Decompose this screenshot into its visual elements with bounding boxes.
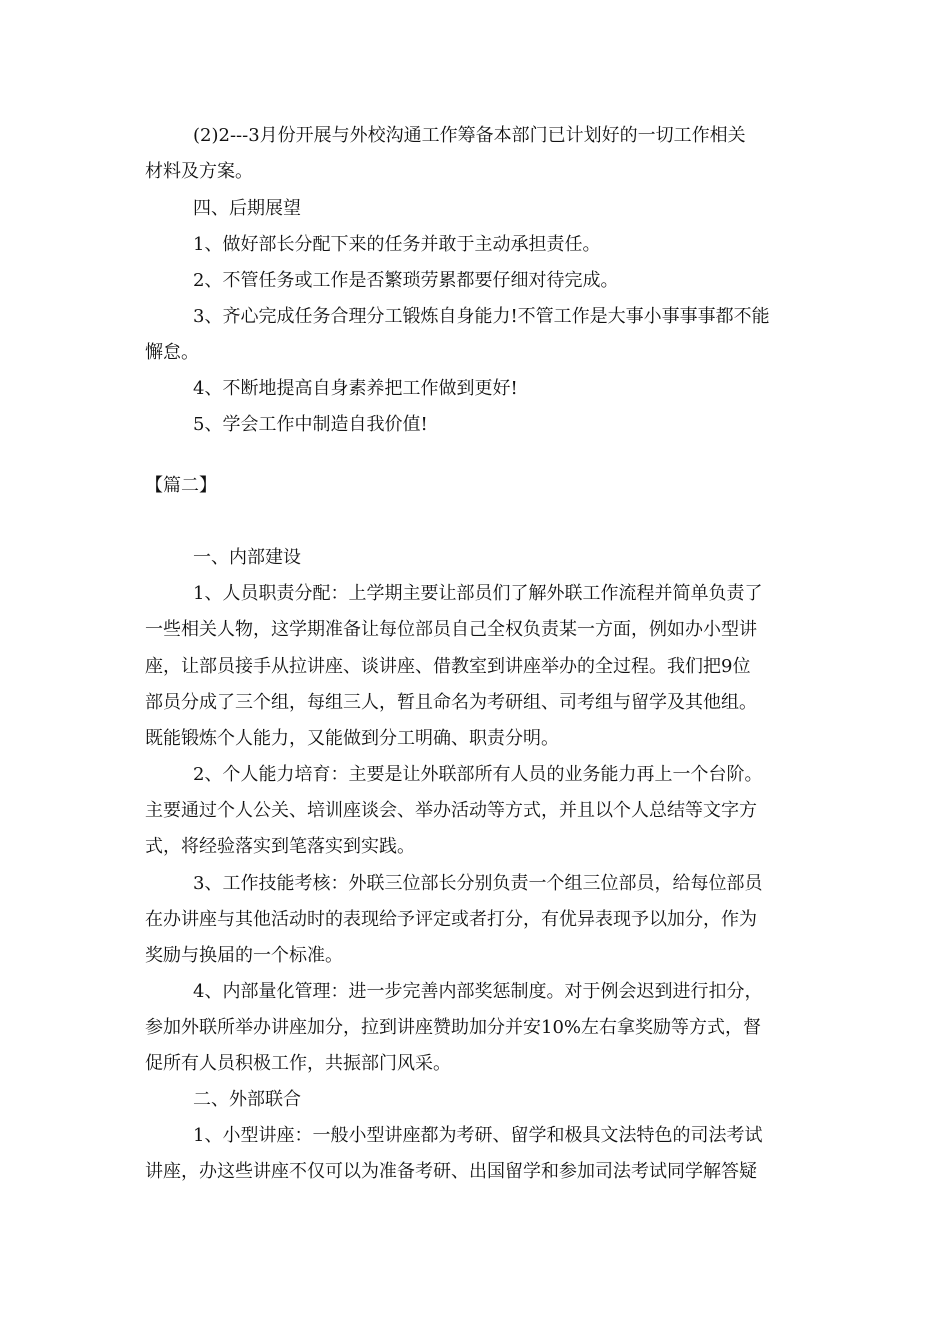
text-line: (2)2---3月份开展与外校沟通工作筹备本部门已计划好的一切工作相关 (193, 125, 746, 146)
text-line: 一些相关人物，这学期准备让每位部员自己全权负责某一方面，例如办小型讲 (145, 619, 757, 640)
text-line: 3、齐心完成任务合理分工锻炼自身能力!不管工作是大事小事事事都不能 (193, 306, 770, 327)
section-heading: 一、内部建设 (193, 547, 301, 568)
text-line: 在办讲座与其他活动时的表现给予评定或者打分，有优异表现予以加分，作为 (145, 909, 757, 930)
section-heading: 四、后期展望 (193, 198, 301, 219)
text-line: 1、人员职责分配：上学期主要让部员们了解外联工作流程并简单负责了 (193, 583, 763, 604)
text-line: 2、个人能力培育：主要是让外联部所有人员的业务能力再上一个台阶。 (193, 764, 763, 785)
text-line: 1、小型讲座：一般小型讲座都为考研、留学和极具文法特色的司法考试 (193, 1125, 763, 1146)
text-line: 奖励与换届的一个标准。 (145, 945, 343, 966)
text-line: 5、学会工作中制造自我价值! (193, 414, 428, 435)
text-line: 座，让部员接手从拉讲座、谈讲座、借教室到讲座举办的全过程。我们把9位 (145, 656, 751, 677)
text-line: 材料及方案。 (145, 161, 253, 182)
text-line: 既能锻炼个人能力，又能做到分工明确、职责分明。 (145, 728, 559, 749)
text-line: 3、工作技能考核：外联三位部长分别负责一个组三位部员，给每位部员 (193, 873, 763, 894)
text-line: 4、内部量化管理：进一步完善内部奖惩制度。对于例会迟到进行扣分， (193, 981, 763, 1002)
text-line: 4、不断地提高自身素养把工作做到更好! (193, 378, 518, 399)
text-line: 讲座，办这些讲座不仅可以为准备考研、出国留学和参加司法考试同学解答疑 (145, 1161, 757, 1182)
text-line: 促所有人员积极工作，共振部门风采。 (145, 1053, 451, 1074)
text-line: 部员分成了三个组，每组三人，暂且命名为考研组、司考组与留学及其他组。 (145, 692, 757, 713)
text-line: 1、做好部长分配下来的任务并敢于主动承担责任。 (193, 234, 601, 255)
text-line: 主要通过个人公关、培训座谈会、举办活动等方式，并且以个人总结等文字方 (145, 800, 757, 821)
text-line: 式，将经验落实到笔落实到实践。 (145, 836, 415, 857)
text-line: 参加外联所举办讲座加分，拉到讲座赞助加分并安10%左右拿奖励等方式，督 (145, 1017, 762, 1038)
text-line: 2、不管任务或工作是否繁琐劳累都要仔细对待完成。 (193, 270, 619, 291)
part-heading: 【篇二】 (145, 475, 217, 496)
section-heading: 二、外部联合 (193, 1089, 301, 1110)
text-line: 懈怠。 (145, 342, 199, 363)
